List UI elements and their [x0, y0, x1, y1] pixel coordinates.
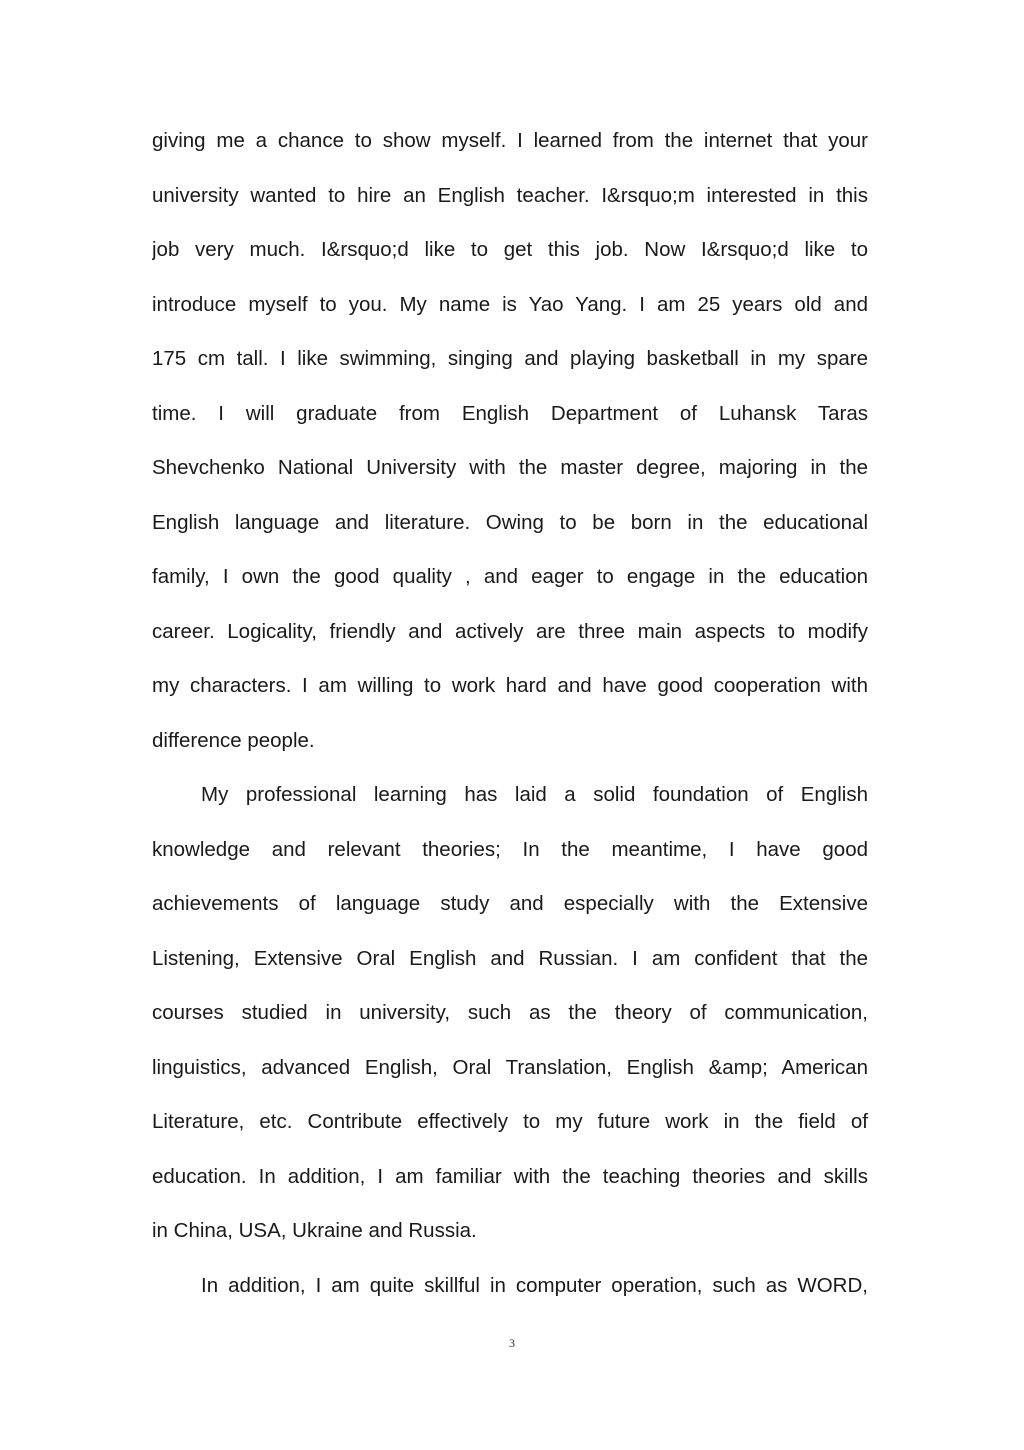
text-line: in China, USA, Ukraine and Russia.: [152, 1219, 477, 1242]
text-line: career. Logicality, friendly and actively are three main aspects to modify: [152, 619, 868, 643]
body-text: [152, 114, 868, 1313]
text-line: time. I will graduate from English Department of Luhansk Taras: [152, 401, 868, 425]
text-line: family, I own the good quality , and eager to engage in the education: [152, 565, 868, 588]
paragraph-3: [152, 1259, 868, 1314]
page-number: 3: [509, 1336, 515, 1350]
text-line: English language and literature. Owing to be born in the educational: [152, 510, 868, 534]
text-line: Listening, Extensive Oral English and Russian. I am confident that the: [152, 946, 868, 970]
text-line: achievements of language study and especially with the Extensive: [152, 892, 868, 915]
text-line: difference people.: [152, 728, 315, 752]
text-line: 175 cm tall. I like swimming, singing and playing basketball in my spare: [152, 347, 868, 370]
text-line: In addition, I am quite skillful in computer operation, such as WORD,: [201, 1273, 868, 1297]
text-line: university wanted to hire an English teacher. I&rsquo;m interested in this: [152, 183, 868, 207]
text-line: Literature, etc. Contribute effectively to my future work in the field of: [152, 1110, 868, 1133]
text-line: giving me a chance to show myself. I learned from the internet that your: [152, 129, 868, 152]
text-line: job very much. I&rsquo;d like to get this job. Now I&rsquo;d like to: [152, 238, 868, 261]
text-line: My professional learning has laid a solid foundation of English: [201, 783, 868, 806]
text-line: education. In addition, I am familiar with the teaching theories and skills: [152, 1164, 868, 1188]
text-line: linguistics, advanced English, Oral Translation, English &amp; American: [152, 1055, 868, 1079]
text-line: my characters. I am willing to work hard and have good cooperation with: [152, 674, 868, 697]
paragraph-1: [152, 114, 868, 768]
text-line: knowledge and relevant theories; In the meantime, I have good: [152, 837, 868, 861]
text-line: Shevchenko National University with the master degree, majoring in the: [152, 456, 868, 479]
text-line: introduce myself to you. My name is Yao Yang. I am 25 years old and: [152, 292, 868, 316]
paragraph-2: [152, 768, 868, 1259]
text-line: courses studied in university, such as the theory of communication,: [152, 1001, 868, 1024]
